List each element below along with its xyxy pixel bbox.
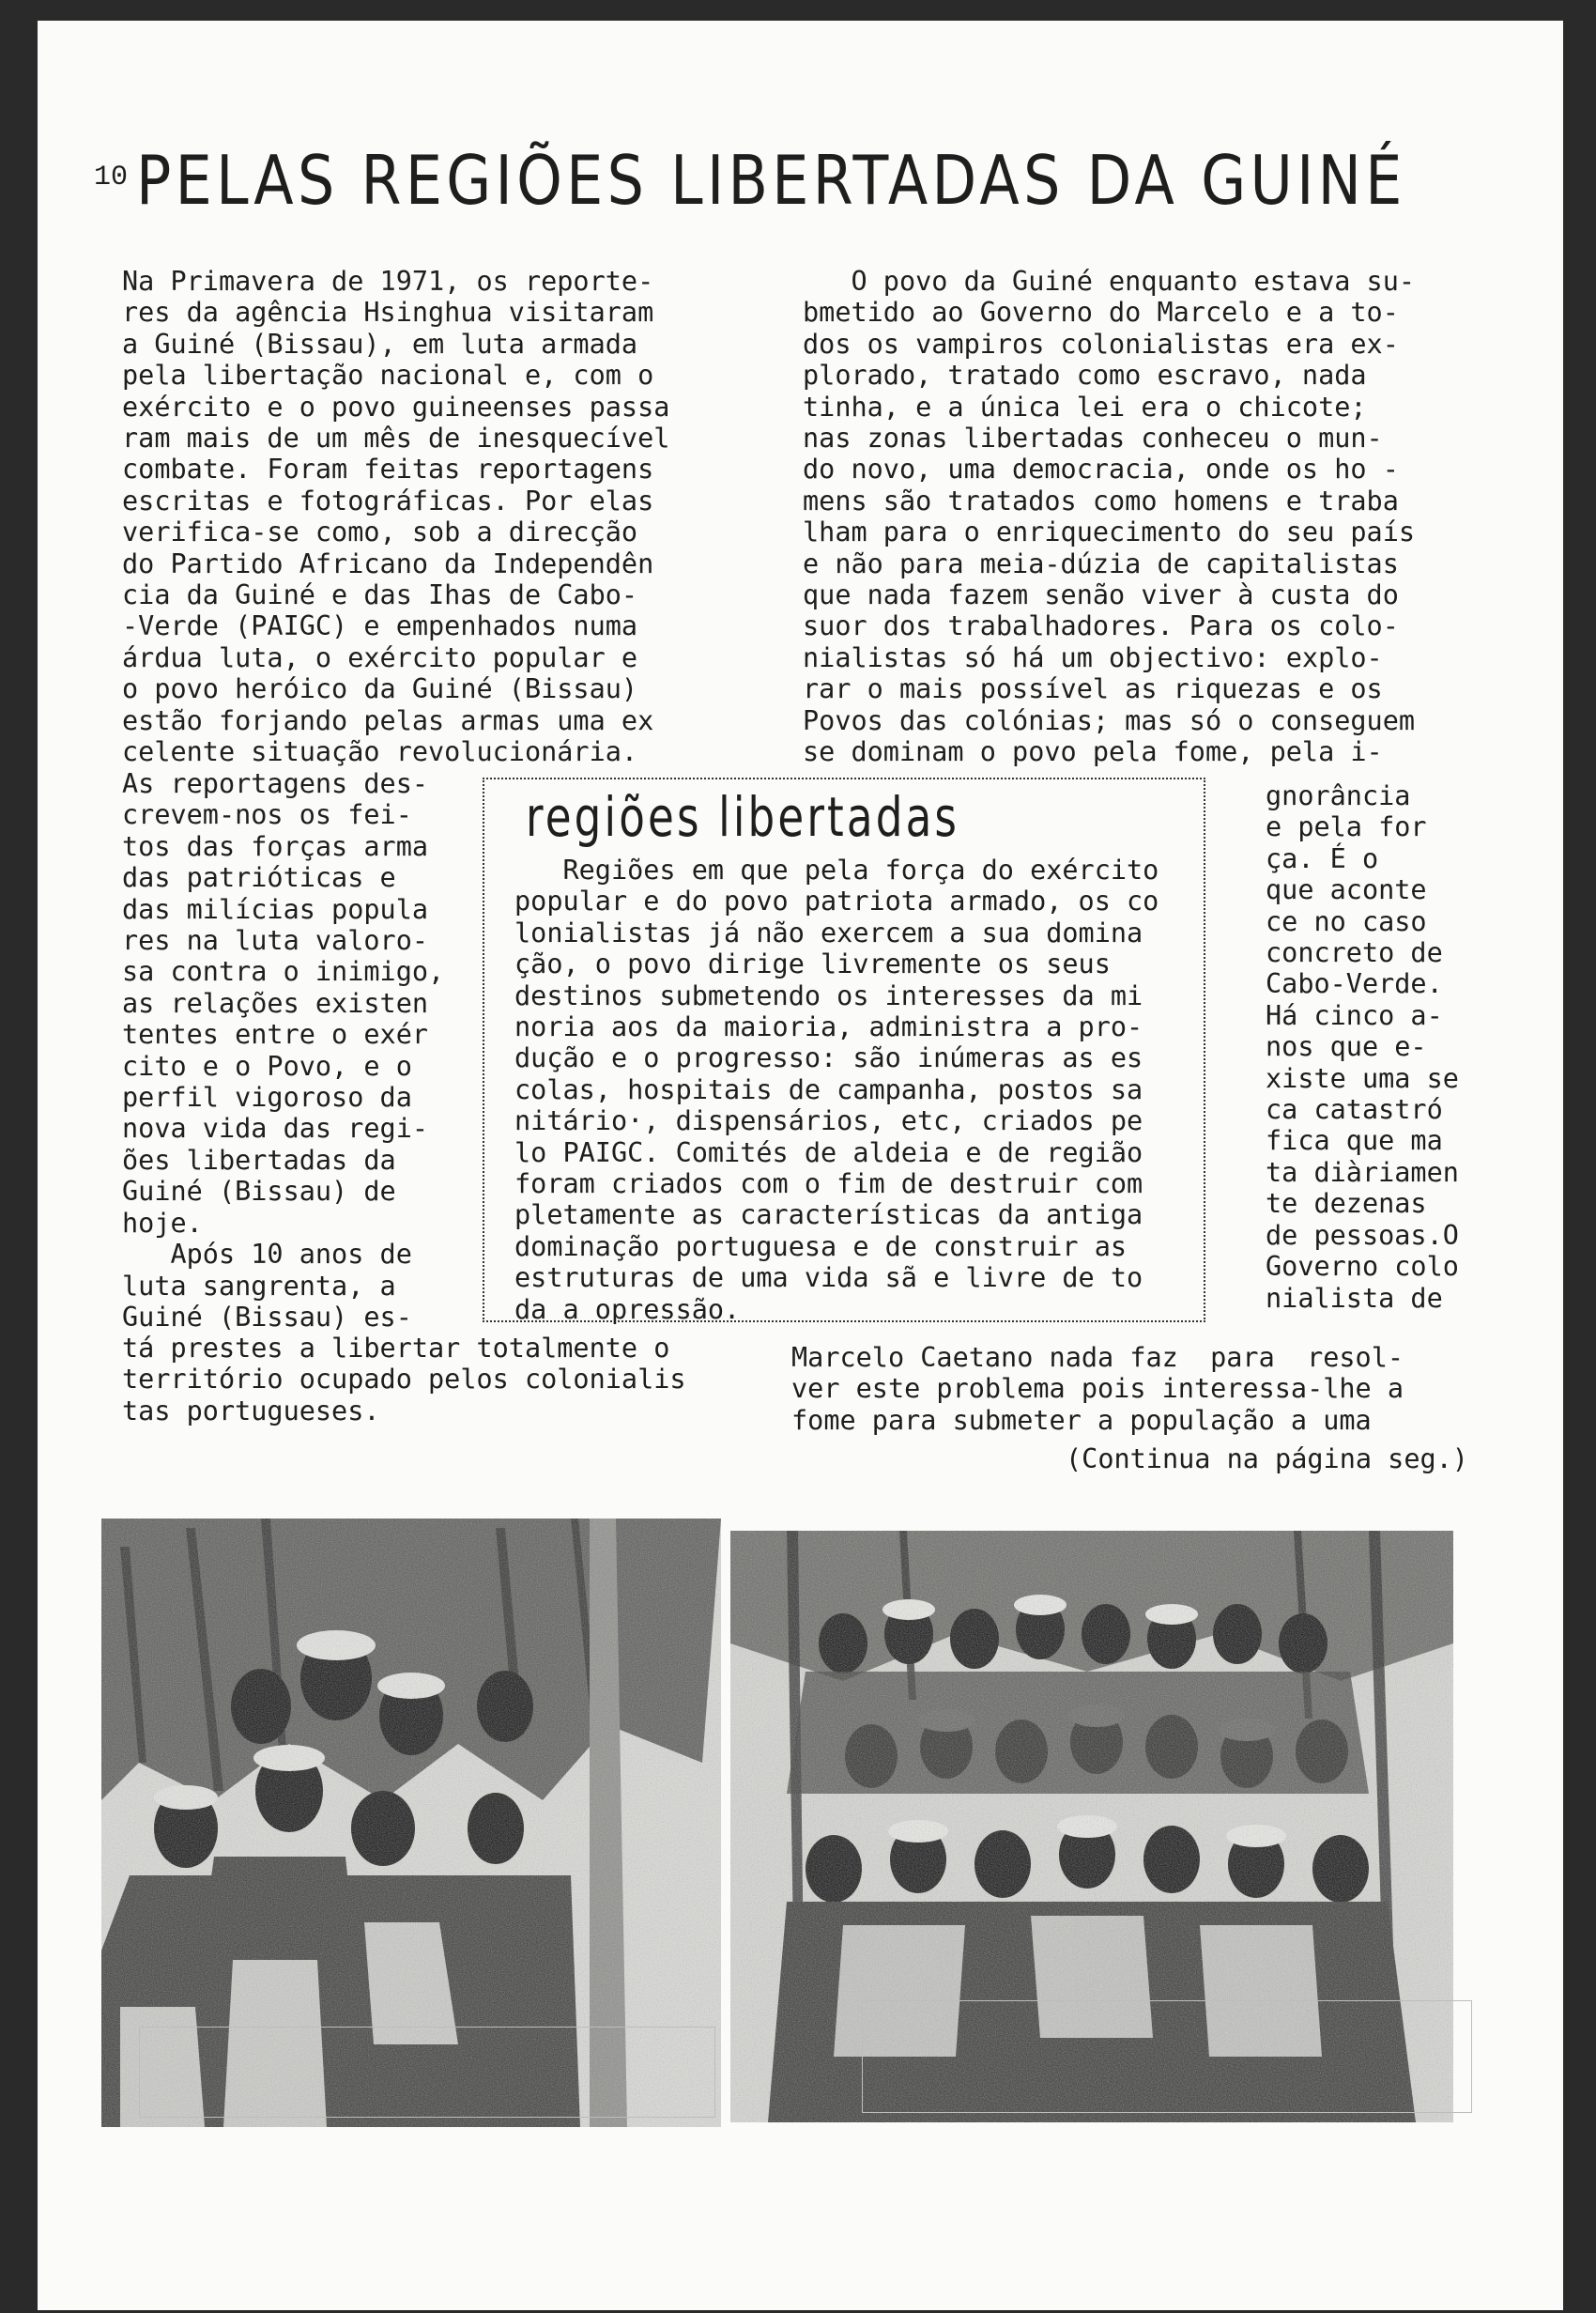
inset-text: Regiões em que pela força do exército popular e do povo patriota armado, os co lonialistas já não exercem a sua domina ção, o povo dirige livremente os seus destinos submetendo os interesses da mi noria aos da maioria, administra a pro- dução e o progresso: são inúmeras as es colas, hospitais de campanha, postos sa nitário·, dispensários, etc, criados pe lo PAIGC. Comités de aldeia e de região foram criados com o fim de destruir com pletamente as características da antiga dominação portuguesa e de construir as estruturas de uma vida sã e livre de to da a opressão. xyxy=(514,855,1159,1325)
inset-title: regiões libertadas xyxy=(526,785,960,849)
right-column-text: O povo da Guiné enquanto estava su- bmetido ao Governo do Marcelo e a to- dos os vampiros colonialistas era ex- plorado, tratado como escravo, nada tinha, e a única lei era o chicote; nas zonas libertadas conheceu o mun- do novo, uma democracia, onde os ho - mens são tratados como homens e traba lham para o enriquecimento do seu país e não para meia-dúzia de capitalistas que nada fazem senão viver à custa do suor dos trabalhadores. Para os colo- nialistas só há um objectivo: explo- rar o mais possível as riquezas e os Povos das colónias; mas só o conseguem se dominam o povo pela fome, pela i- xyxy=(803,266,1416,768)
photo-right-frame xyxy=(862,2000,1472,2113)
page-number: 10 xyxy=(94,162,129,193)
right-column-narrow-text: gnorância e pela for ça. É o que aconte ce no caso concreto de Cabo-Verde. Há cinco a- nos que e- xiste uma se ca catastró fica que ma ta diàriamen te dezenas de pessoas.O Governo colo nialista de xyxy=(1266,780,1459,1314)
left-column-intro: Na Primavera de 1971, os reporte- res da agência Hsinghua visitaram a Guiné (Bissau), em luta armada pela libertação nacional e, com o exército e o povo guineenses passa ram mais de um mês de inesquecível combate. Foram feitas reportagens escritas e fotográficas. Por elas verifica-se como, sob a direcção do Partido Africano da Independên cia da Guiné e das Ihas de Cabo- -Verde (PAIGC) e empenhados numa árdua luta, o exército popular e o povo heróico da Guiné (Bissau) estão forjando pelas armas uma ex celente situação revolucionária. xyxy=(122,266,670,768)
left-column-closing-text: tá prestes a libertar totalmente o território ocupado pelos colonialis tas portugueses. xyxy=(122,1333,686,1426)
continuation-note: (Continua na página seg.) xyxy=(1066,1443,1468,1474)
photo-left-frame xyxy=(139,2027,715,2118)
page-title: PELAS REGIÕES LIBERTADAS DA GUINÉ xyxy=(136,141,1406,220)
right-column-closing-text: Marcelo Caetano nada faz para resol- ver este problema pois interessa-lhe a fome para submeter a população a uma xyxy=(791,1342,1404,1436)
left-column-narrow-text: As reportagens des- crevem-nos os fei- tos das forças arma das patrióticas e das milícias popula res na luta valoro- sa contra o inimigo, as relações existen tentes entre o exér cito e o Povo, e o perfil vigoroso da nova vida das regi- ões libertadas da Guiné (Bissau) de hoje. Após 10 anos de luta sangrenta, a Guiné (Bissau) es- xyxy=(122,768,445,1333)
